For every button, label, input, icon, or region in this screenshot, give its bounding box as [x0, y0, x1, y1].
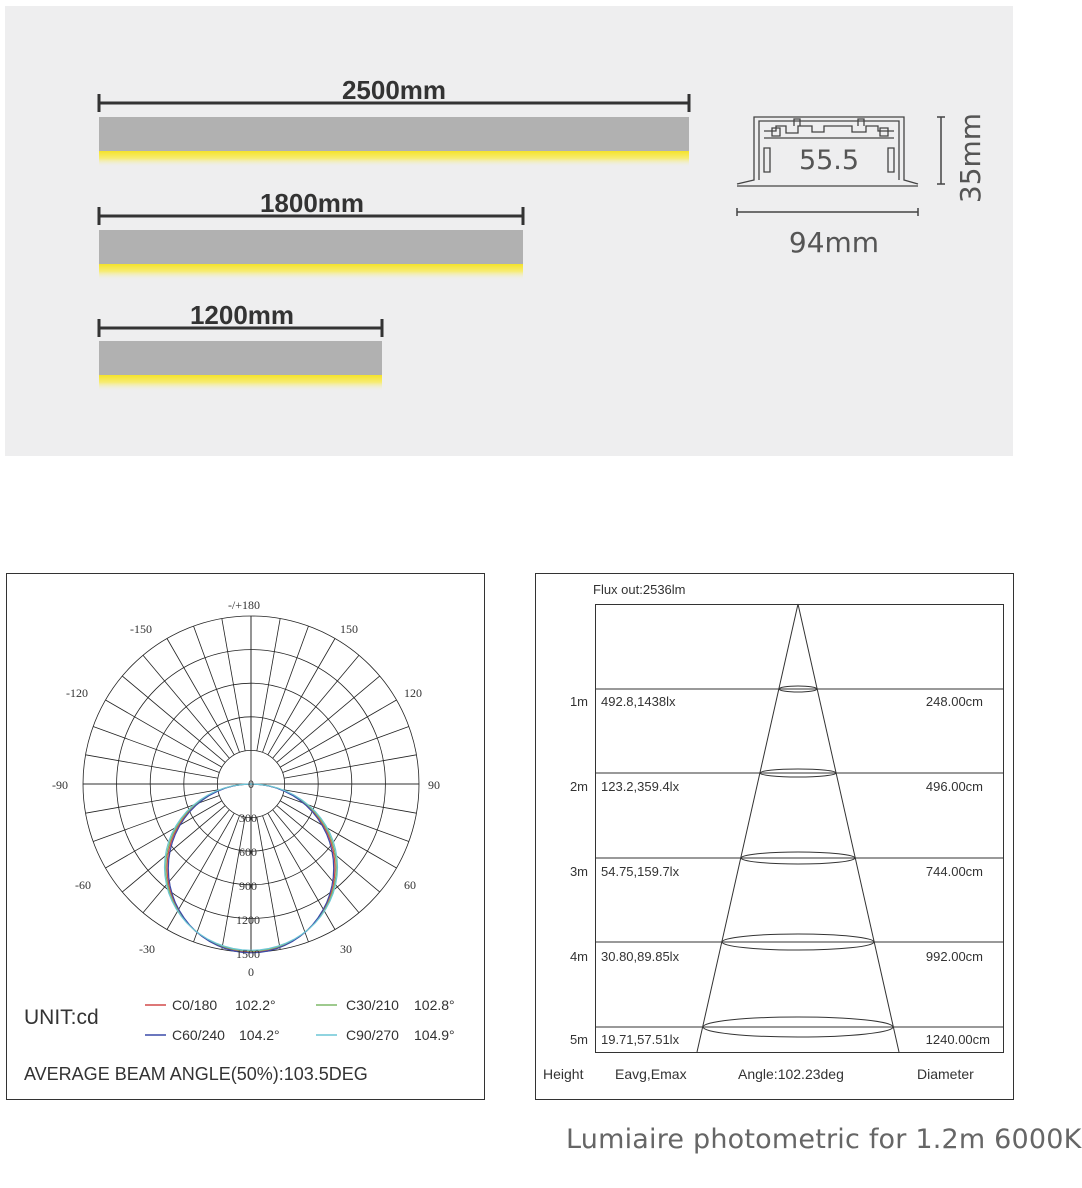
legend-angle-c0: 102.2° — [235, 997, 276, 1013]
diameter-3m: 744.00cm — [925, 864, 983, 879]
light-glow-1200 — [99, 375, 382, 391]
diameter-1m: 248.00cm — [925, 694, 983, 709]
angle-label-p90: 90 — [428, 778, 440, 792]
diameter-4m: 992.00cm — [925, 949, 983, 964]
flux-out-label: Flux out:2536lm — [593, 582, 686, 597]
radial-label-1500: 1500 — [236, 947, 260, 961]
radial-label-900: 900 — [239, 879, 257, 893]
diameter-2m: 496.00cm — [925, 779, 983, 794]
lux-values-5m: 19.71,57.51lx — [601, 1032, 680, 1047]
angle-label-m90: -90 — [52, 778, 68, 792]
height-label-2m: 2m — [569, 779, 588, 794]
light-glow-2500 — [99, 151, 689, 167]
lux-values-2m: 123.2,359.4lx — [601, 779, 680, 794]
angle-label-m120: -120 — [66, 686, 88, 700]
angle-label-m150: -150 — [130, 622, 152, 636]
profile-body-1200 — [99, 341, 382, 375]
angle-label-0: 0 — [248, 965, 254, 979]
height-label-3m: 3m — [569, 864, 588, 879]
radial-label-center: 0 — [248, 777, 254, 791]
length-label-1200: 1200mm — [189, 300, 295, 330]
profile-inner-width-label: 55.5 — [798, 145, 860, 176]
width-dimension-line — [737, 208, 918, 216]
legend-angle-c90: 104.9° — [414, 1027, 455, 1043]
profile-body-2500 — [99, 117, 689, 151]
legend-name-c30: C30/210 — [346, 997, 399, 1013]
footer-diameter: Diameter — [917, 1066, 974, 1082]
angle-label-m60: -60 — [75, 878, 91, 892]
lux-values-3m: 54.75,159.7lx — [601, 864, 680, 879]
footer-angle: Angle:102.23deg — [738, 1066, 844, 1082]
profile-body-1800 — [99, 230, 523, 264]
legend-angle-c30: 102.8° — [414, 997, 455, 1013]
angle-label-p120: 120 — [404, 686, 422, 700]
legend-name-c60: C60/240 — [172, 1027, 225, 1043]
bar-1800 — [99, 188, 523, 280]
diameter-5m: 1240.00cm — [925, 1032, 990, 1047]
length-label-1800: 1800mm — [259, 188, 365, 218]
bar-1200 — [99, 300, 382, 391]
photometric-caption: Lumiaire photometric for 1.2m 6000K — [566, 1124, 1082, 1155]
length-label-2500: 2500mm — [341, 75, 447, 105]
radial-label-1200: 1200 — [236, 913, 260, 927]
average-beam-angle: AVERAGE BEAM ANGLE(50%):103.5DEG — [24, 1064, 368, 1084]
legend-angle-c60: 104.2° — [239, 1027, 280, 1043]
height-dimension-line — [937, 117, 945, 184]
height-label-4m: 4m — [569, 949, 588, 964]
angle-label-m30: -30 — [139, 942, 155, 956]
illuminance-chart-frame — [536, 574, 1014, 1100]
angle-label-p30: 30 — [340, 942, 352, 956]
legend-name-c0: C0/180 — [172, 997, 218, 1013]
radial-label-600: 600 — [239, 845, 257, 859]
angle-label-180: -/+180 — [227, 598, 261, 612]
legend-name-c90: C90/270 — [346, 1027, 399, 1043]
profile-width-label: 94mm — [788, 226, 880, 259]
height-label-1m: 1m — [569, 694, 588, 709]
footer-eavg: Eavg,Emax — [615, 1066, 687, 1082]
radial-label-300: 300 — [239, 811, 257, 825]
unit-label: UNIT:cd — [24, 1006, 99, 1029]
footer-height: Height — [543, 1066, 584, 1082]
lux-values-4m: 30.80,89.85lx — [601, 949, 680, 964]
height-label-5m: 5m — [569, 1032, 588, 1047]
bar-2500 — [99, 75, 689, 167]
angle-label-p150: 150 — [340, 622, 358, 636]
angle-label-p60: 60 — [404, 878, 416, 892]
lux-values-1m: 492.8,1438lx — [601, 694, 676, 709]
profile-height-label: 35mm — [954, 112, 987, 204]
light-glow-1800 — [99, 264, 523, 280]
